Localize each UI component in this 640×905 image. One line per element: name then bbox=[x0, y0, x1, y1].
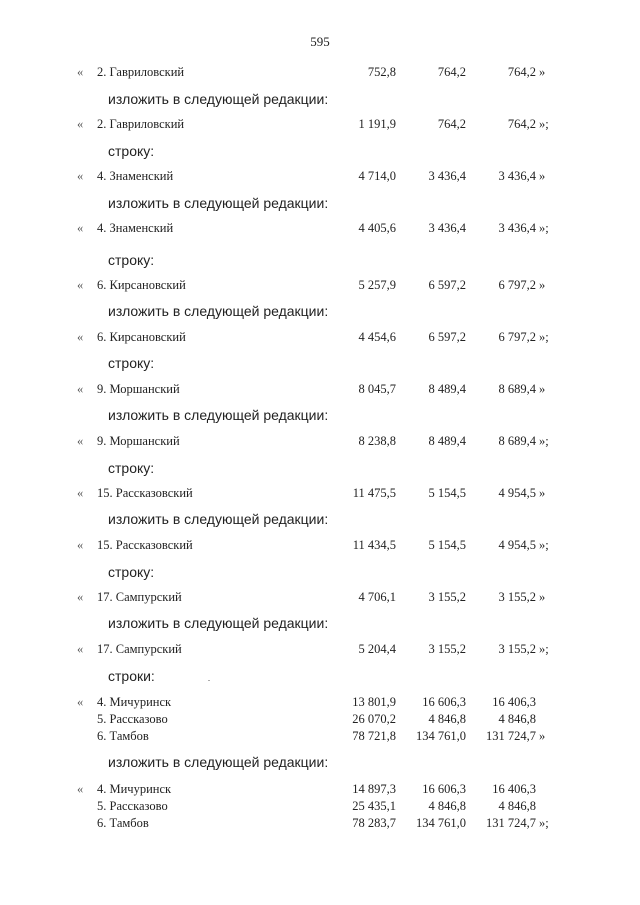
value-col-1: 11 475,5 bbox=[352, 486, 396, 500]
table-row bbox=[0, 219, 640, 237]
value-col-2: 8 489,4 bbox=[428, 434, 466, 448]
close-quote: »; bbox=[539, 816, 549, 830]
city-name: 5. Рассказово bbox=[97, 799, 168, 813]
instruction-edit: изложить в следующей редакции: bbox=[108, 754, 329, 770]
value-col-1: 8 238,8 bbox=[358, 434, 396, 448]
close-quote: » bbox=[539, 65, 546, 79]
instruction-edit: изложить в следующей редакции: bbox=[108, 511, 329, 527]
instruction-edit: изложить в следующей редакции: bbox=[108, 195, 329, 211]
instruction-edit: изложить в следующей редакции: bbox=[108, 303, 329, 319]
value-col-3: 3 155,2 bbox=[498, 590, 536, 604]
value-col-1: 13 801,9 bbox=[352, 695, 396, 709]
instruction-edit: изложить в следующей редакции: bbox=[108, 407, 329, 423]
close-quote: » bbox=[539, 729, 546, 743]
table-row bbox=[0, 727, 640, 745]
value-col-2: 5 154,5 bbox=[428, 538, 466, 552]
value-col-1: 26 070,2 bbox=[352, 712, 396, 726]
table-row bbox=[0, 588, 640, 606]
close-quote: »; bbox=[539, 117, 549, 131]
city-name: 6. Тамбов bbox=[97, 816, 149, 830]
value-col-2: 764,2 bbox=[437, 117, 466, 131]
value-col-3: 4 846,8 bbox=[498, 712, 536, 726]
table-row bbox=[0, 276, 640, 294]
value-col-2: 134 761,0 bbox=[416, 816, 466, 830]
value-col-3: 131 724,7 bbox=[486, 729, 536, 743]
district-name: 6. Кирсановский bbox=[97, 278, 186, 292]
instruction-line: строку: bbox=[108, 143, 155, 159]
instruction-line: строку: bbox=[108, 460, 155, 476]
table-row bbox=[0, 167, 640, 185]
instruction-lines: строки: bbox=[108, 668, 155, 684]
open-quote: « bbox=[77, 642, 84, 656]
open-quote: « bbox=[77, 65, 84, 79]
value-col-1: 1 191,9 bbox=[358, 117, 396, 131]
city-name: 6. Тамбов bbox=[97, 729, 149, 743]
table-row bbox=[0, 797, 640, 815]
value-col-2: 4 846,8 bbox=[428, 799, 466, 813]
value-col-3: 4 954,5 bbox=[498, 486, 536, 500]
page-number: 595 bbox=[310, 34, 330, 49]
close-quote: »; bbox=[539, 330, 549, 344]
value-col-1: 11 434,5 bbox=[352, 538, 396, 552]
value-col-3: 8 689,4 bbox=[498, 382, 536, 396]
value-col-2: 6 597,2 bbox=[428, 330, 466, 344]
value-col-2: 3 436,4 bbox=[428, 169, 466, 183]
value-col-1: 4 706,1 bbox=[358, 590, 396, 604]
district-name: 15. Рассказовский bbox=[97, 538, 193, 552]
district-name: 4. Знаменский bbox=[97, 169, 174, 183]
city-name: 4. Мичуринск bbox=[97, 695, 172, 709]
value-col-1: 8 045,7 bbox=[358, 382, 396, 396]
value-col-2: 16 606,3 bbox=[422, 695, 466, 709]
value-col-2: 4 846,8 bbox=[428, 712, 466, 726]
value-col-1: 4 714,0 bbox=[358, 169, 396, 183]
close-quote: »; bbox=[539, 221, 549, 235]
instruction-edit: изложить в следующей редакции: bbox=[108, 615, 329, 631]
table-row bbox=[0, 63, 640, 81]
district-name: 4. Знаменский bbox=[97, 221, 174, 235]
value-col-1: 78 283,7 bbox=[352, 816, 396, 830]
close-quote: » bbox=[539, 486, 546, 500]
open-quote: « bbox=[77, 330, 84, 344]
value-col-1: 5 204,4 bbox=[358, 642, 396, 656]
value-col-3: 131 724,7 bbox=[486, 816, 536, 830]
value-col-3: 6 797,2 bbox=[498, 330, 536, 344]
table-row bbox=[0, 115, 640, 133]
district-name: 2. Гавриловский bbox=[97, 65, 185, 79]
value-col-2: 764,2 bbox=[437, 65, 466, 79]
table-row bbox=[0, 536, 640, 554]
district-name: 9. Моршанский bbox=[97, 434, 180, 448]
instruction-line: строку: bbox=[108, 252, 155, 268]
value-col-3: 764,2 bbox=[507, 117, 536, 131]
value-col-2: 3 155,2 bbox=[428, 642, 466, 656]
open-quote: « bbox=[77, 590, 84, 604]
open-quote: « bbox=[77, 278, 84, 292]
open-quote: « bbox=[77, 382, 84, 396]
value-col-2: 3 436,4 bbox=[428, 221, 466, 235]
table-row bbox=[0, 380, 640, 398]
open-quote: « bbox=[77, 695, 84, 709]
value-col-2: 16 606,3 bbox=[422, 782, 466, 796]
value-col-3: 764,2 bbox=[507, 65, 536, 79]
value-col-2: 3 155,2 bbox=[428, 590, 466, 604]
city-name: 4. Мичуринск bbox=[97, 782, 172, 796]
value-col-1: 14 897,3 bbox=[352, 782, 396, 796]
value-col-2: 6 597,2 bbox=[428, 278, 466, 292]
open-quote: « bbox=[77, 782, 84, 796]
district-name: 17. Сампурский bbox=[97, 642, 182, 656]
value-col-3: 4 954,5 bbox=[498, 538, 536, 552]
table-row bbox=[0, 484, 640, 502]
open-quote: « bbox=[77, 117, 84, 131]
value-col-3: 6 797,2 bbox=[498, 278, 536, 292]
value-col-1: 78 721,8 bbox=[352, 729, 396, 743]
open-quote: « bbox=[77, 538, 84, 552]
open-quote: « bbox=[77, 221, 84, 235]
close-quote: »; bbox=[539, 642, 549, 656]
value-col-3: 3 436,4 bbox=[498, 221, 536, 235]
open-quote: « bbox=[77, 169, 84, 183]
value-col-3: 3 155,2 bbox=[498, 642, 536, 656]
district-name: 15. Рассказовский bbox=[97, 486, 193, 500]
instruction-line: строку: bbox=[108, 564, 155, 580]
table-row bbox=[0, 693, 640, 711]
value-col-3: 16 406,3 bbox=[492, 695, 536, 709]
district-name: 17. Сампурский bbox=[97, 590, 182, 604]
table-row bbox=[0, 780, 640, 798]
district-name: 6. Кирсановский bbox=[97, 330, 186, 344]
city-name: 5. Рассказово bbox=[97, 712, 168, 726]
value-col-1: 4 405,6 bbox=[358, 221, 396, 235]
instruction-line: строку: bbox=[108, 355, 155, 371]
value-col-2: 5 154,5 bbox=[428, 486, 466, 500]
value-col-2: 8 489,4 bbox=[428, 382, 466, 396]
value-col-2: 134 761,0 bbox=[416, 729, 466, 743]
district-name: 9. Моршанский bbox=[97, 382, 180, 396]
close-quote: »; bbox=[539, 538, 549, 552]
close-quote: »; bbox=[539, 434, 549, 448]
table-row bbox=[0, 328, 640, 346]
table-row bbox=[0, 710, 640, 728]
value-col-1: 4 454,6 bbox=[358, 330, 396, 344]
value-col-3: 8 689,4 bbox=[498, 434, 536, 448]
value-col-3: 3 436,4 bbox=[498, 169, 536, 183]
value-col-1: 5 257,9 bbox=[358, 278, 396, 292]
open-quote: « bbox=[77, 434, 84, 448]
table-row bbox=[0, 640, 640, 658]
close-quote: » bbox=[539, 278, 546, 292]
table-row bbox=[0, 432, 640, 450]
district-name: 2. Гавриловский bbox=[97, 117, 185, 131]
close-quote: » bbox=[539, 590, 546, 604]
value-col-1: 25 435,1 bbox=[352, 799, 396, 813]
close-quote: » bbox=[539, 382, 546, 396]
value-col-3: 16 406,3 bbox=[492, 782, 536, 796]
instruction-edit: изложить в следующей редакции: bbox=[108, 91, 329, 107]
value-col-3: 4 846,8 bbox=[498, 799, 536, 813]
value-col-1: 752,8 bbox=[367, 65, 396, 79]
close-quote: » bbox=[539, 169, 546, 183]
open-quote: « bbox=[77, 486, 84, 500]
table-row bbox=[0, 814, 640, 832]
stray-mark: . bbox=[208, 674, 210, 683]
